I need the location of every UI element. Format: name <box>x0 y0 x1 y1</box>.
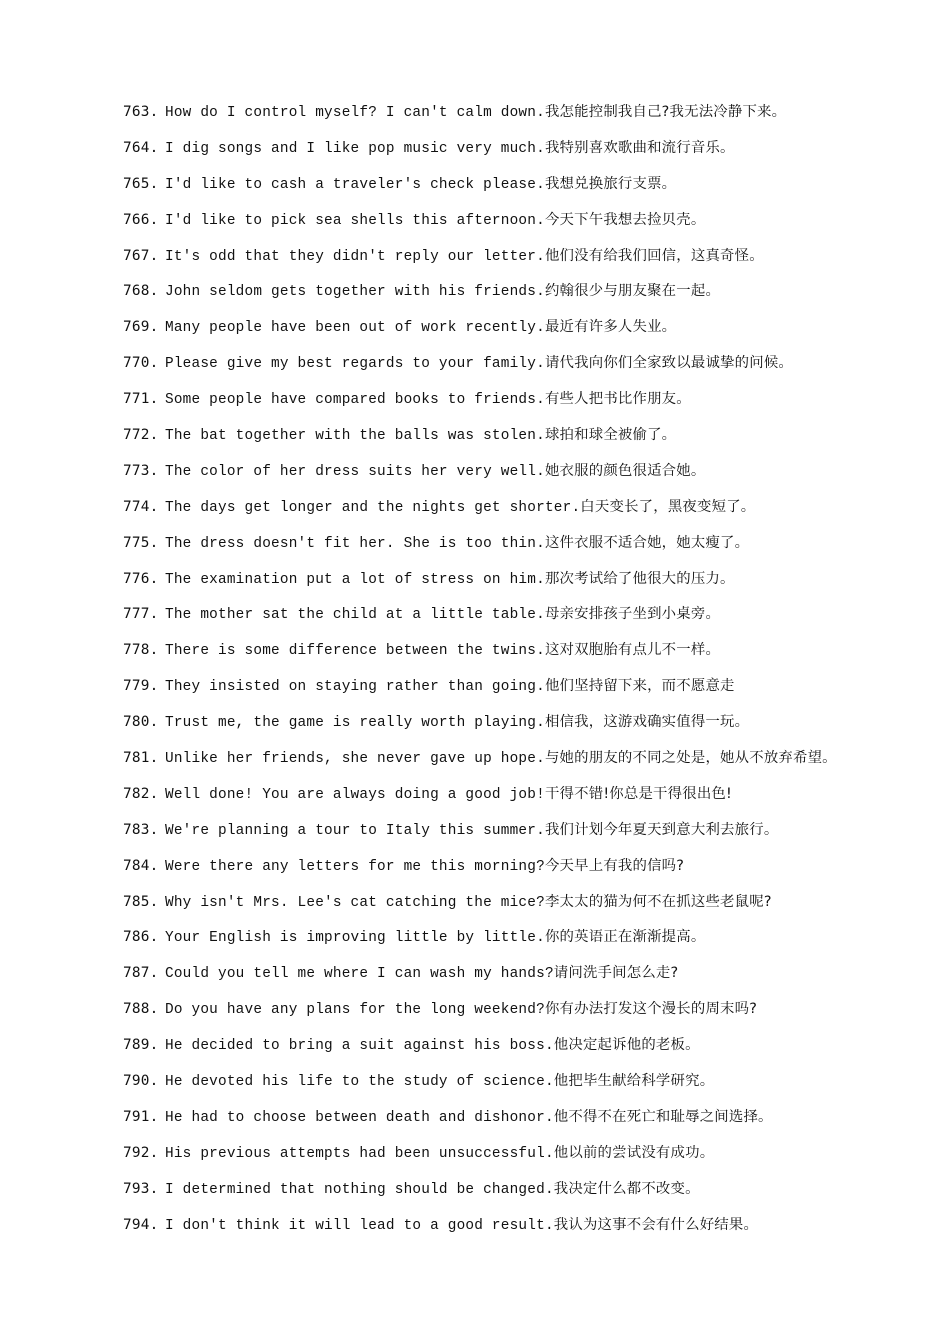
english-sentence: He decided to bring a suit against his boss. <box>165 1038 554 1055</box>
sentence-line <box>123 1067 923 1103</box>
sentence-number: 788. <box>123 1001 159 1018</box>
english-sentence: Why isn't Mrs. Lee's cat catching the mice? <box>165 894 545 911</box>
chinese-translation: 那次考试给了他很大的压力。 <box>544 570 735 587</box>
english-sentence: He had to choose between death and dishonor. <box>165 1109 554 1126</box>
sentence-number: 780. <box>123 714 159 731</box>
chinese-translation: 相信我，这游戏确实值得一玩。 <box>544 714 750 731</box>
sentence-list <box>123 98 923 1247</box>
sentence-line <box>123 780 923 816</box>
chinese-translation: 她衣服的颜色很适合她。 <box>544 462 706 479</box>
sentence-line <box>123 1103 923 1139</box>
english-sentence: Please give my best regards to your family. <box>165 356 545 373</box>
sentence-number: 771. <box>123 391 159 408</box>
chinese-translation: 今天下午我想去捡贝壳。 <box>544 211 706 228</box>
chinese-translation: 他们没有给我们回信，这真奇怪。 <box>544 247 764 264</box>
chinese-translation: 你有办法打发这个漫长的周末吗? <box>544 1001 758 1018</box>
sentence-line <box>123 421 923 457</box>
english-sentence: There is some difference between the twins. <box>165 643 545 660</box>
sentence-line <box>123 1031 923 1067</box>
sentence-number: 785. <box>123 893 159 910</box>
sentence-line <box>123 888 923 924</box>
sentence-number: 791. <box>123 1108 159 1125</box>
sentence-line <box>123 98 923 134</box>
english-sentence: The days get longer and the nights get shorter. <box>165 499 581 516</box>
chinese-translation: 你的英语正在渐渐提高。 <box>544 929 706 946</box>
sentence-number: 767. <box>123 247 159 264</box>
sentence-number: 765. <box>123 175 159 192</box>
sentence-number: 783. <box>123 821 159 838</box>
sentence-line <box>123 1139 923 1175</box>
chinese-translation: 李太太的猫为何不在抓这些老鼠呢? <box>544 893 772 910</box>
sentence-line <box>123 313 923 349</box>
english-sentence: I dig songs and I like pop music very much. <box>165 140 545 157</box>
chinese-translation: 我决定什么都不改变。 <box>553 1180 700 1197</box>
sentence-line <box>123 529 923 565</box>
english-sentence: They insisted on staying rather than going. <box>165 679 545 696</box>
chinese-translation: 今天早上有我的信吗? <box>544 857 685 874</box>
english-sentence: Could you tell me where I can wash my hands? <box>165 966 554 983</box>
chinese-translation: 我怎能控制我自己?我无法冷静下来。 <box>544 104 787 120</box>
sentence-line <box>123 277 923 313</box>
english-sentence: Unlike her friends, she never gave up hope. <box>165 751 545 768</box>
sentence-line <box>123 852 923 888</box>
sentence-number: 789. <box>123 1037 159 1054</box>
sentence-number: 784. <box>123 857 159 874</box>
sentence-line <box>123 134 923 170</box>
chinese-translation: 与她的朋友的不同之处是，她从不放弃希望。 <box>544 750 837 767</box>
sentence-number: 768. <box>123 283 159 300</box>
english-sentence: The mother sat the child at a little table. <box>165 607 545 624</box>
sentence-line <box>123 600 923 636</box>
sentence-line <box>123 206 923 242</box>
chinese-translation: 我认为这事不会有什么好结果。 <box>553 1216 759 1233</box>
english-sentence: Your English is improving little by little. <box>165 930 545 947</box>
english-sentence: John seldom gets together with his friends. <box>165 284 545 301</box>
english-sentence: Trust me, the game is really worth playing. <box>165 715 545 732</box>
sentence-number: 794. <box>123 1216 159 1233</box>
sentence-number: 773. <box>123 462 159 479</box>
sentence-number: 763. <box>123 104 159 120</box>
sentence-number: 774. <box>123 498 159 515</box>
english-sentence: The dress doesn't fit her. She is too thin. <box>165 535 545 552</box>
chinese-translation: 我特别喜欢歌曲和流行音乐。 <box>544 139 735 156</box>
chinese-translation: 请问洗手间怎么走? <box>553 965 679 982</box>
english-sentence: I determined that nothing should be changed. <box>165 1181 554 1198</box>
sentence-line <box>123 672 923 708</box>
sentence-line <box>123 170 923 206</box>
english-sentence: Were there any letters for me this morning? <box>165 858 545 875</box>
chinese-translation: 他以前的尝试没有成功。 <box>553 1144 715 1161</box>
sentence-line <box>123 816 923 852</box>
chinese-translation: 有些人把书比作朋友。 <box>544 391 691 408</box>
english-sentence: How do I control myself? I can't calm down. <box>165 105 545 121</box>
sentence-line <box>123 708 923 744</box>
sentence-line <box>123 1175 923 1211</box>
english-sentence: We're planning a tour to Italy this summer. <box>165 822 545 839</box>
chinese-translation: 这对双胞胎有点儿不一样。 <box>544 642 721 659</box>
sentence-line <box>123 349 923 385</box>
sentence-line <box>123 959 923 995</box>
chinese-translation: 这件衣服不适合她，她太瘦了。 <box>544 534 750 551</box>
sentence-line <box>123 1211 923 1247</box>
sentence-number: 781. <box>123 750 159 767</box>
english-sentence: The examination put a lot of stress on him. <box>165 571 545 588</box>
english-sentence: He devoted his life to the study of science. <box>165 1074 554 1091</box>
chinese-translation: 干得不错!你总是干得很出色! <box>544 785 732 802</box>
sentence-number: 793. <box>123 1180 159 1197</box>
sentence-number: 778. <box>123 642 159 659</box>
english-sentence: I'd like to cash a traveler's check please. <box>165 176 545 193</box>
sentence-number: 792. <box>123 1144 159 1161</box>
chinese-translation: 他不得不在死亡和耻辱之间选择。 <box>553 1108 773 1125</box>
english-sentence: The color of her dress suits her very well. <box>165 463 545 480</box>
sentence-number: 790. <box>123 1073 159 1090</box>
sentence-line <box>123 565 923 601</box>
sentence-line <box>123 636 923 672</box>
chinese-translation: 请代我向你们全家致以最诚挚的问候。 <box>544 355 793 372</box>
chinese-translation: 母亲安排孩子坐到小桌旁。 <box>544 606 721 623</box>
sentence-number: 782. <box>123 785 159 802</box>
chinese-translation: 约翰很少与朋友聚在一起。 <box>544 283 721 300</box>
chinese-translation: 我们计划今年夏天到意大利去旅行。 <box>544 821 779 838</box>
sentence-number: 777. <box>123 606 159 623</box>
english-sentence: It's odd that they didn't reply our letter. <box>165 248 545 265</box>
chinese-translation: 他们坚持留下来，而不愿意走 <box>544 678 735 695</box>
english-sentence: The bat together with the balls was stolen. <box>165 428 545 445</box>
chinese-translation: 白天变长了，黑夜变短了。 <box>580 498 756 515</box>
sentence-line <box>123 493 923 529</box>
sentence-number: 772. <box>123 427 159 444</box>
sentence-number: 776. <box>123 570 159 587</box>
sentence-line <box>123 923 923 959</box>
sentence-number: 770. <box>123 355 159 372</box>
english-sentence: I'd like to pick sea shells this afternoon. <box>165 212 545 229</box>
sentence-number: 769. <box>123 319 159 336</box>
sentence-number: 787. <box>123 965 159 982</box>
sentence-line <box>123 385 923 421</box>
english-sentence: Some people have compared books to friends. <box>165 392 545 409</box>
sentence-line <box>123 995 923 1031</box>
sentence-line <box>123 744 923 780</box>
chinese-translation: 我想兑换旅行支票。 <box>544 175 677 192</box>
chinese-translation: 球拍和球全被偷了。 <box>544 427 677 444</box>
sentence-number: 766. <box>123 211 159 228</box>
sentence-number: 764. <box>123 139 159 156</box>
chinese-translation: 最近有许多人失业。 <box>544 319 677 336</box>
english-sentence: His previous attempts had been unsuccessful. <box>165 1145 554 1162</box>
sentence-number: 779. <box>123 678 159 695</box>
english-sentence: Do you have any plans for the long weekend? <box>165 1002 545 1019</box>
sentence-line <box>123 242 923 278</box>
sentence-number: 786. <box>123 929 159 946</box>
sentence-number: 775. <box>123 534 159 551</box>
chinese-translation: 他把毕生献给科学研究。 <box>553 1073 715 1090</box>
english-sentence: Well done! You are always doing a good job! <box>165 786 545 803</box>
english-sentence: I don't think it will lead to a good result. <box>165 1217 554 1234</box>
english-sentence: Many people have been out of work recently. <box>165 320 545 337</box>
chinese-translation: 他决定起诉他的老板。 <box>553 1037 700 1054</box>
sentence-line <box>123 457 923 493</box>
